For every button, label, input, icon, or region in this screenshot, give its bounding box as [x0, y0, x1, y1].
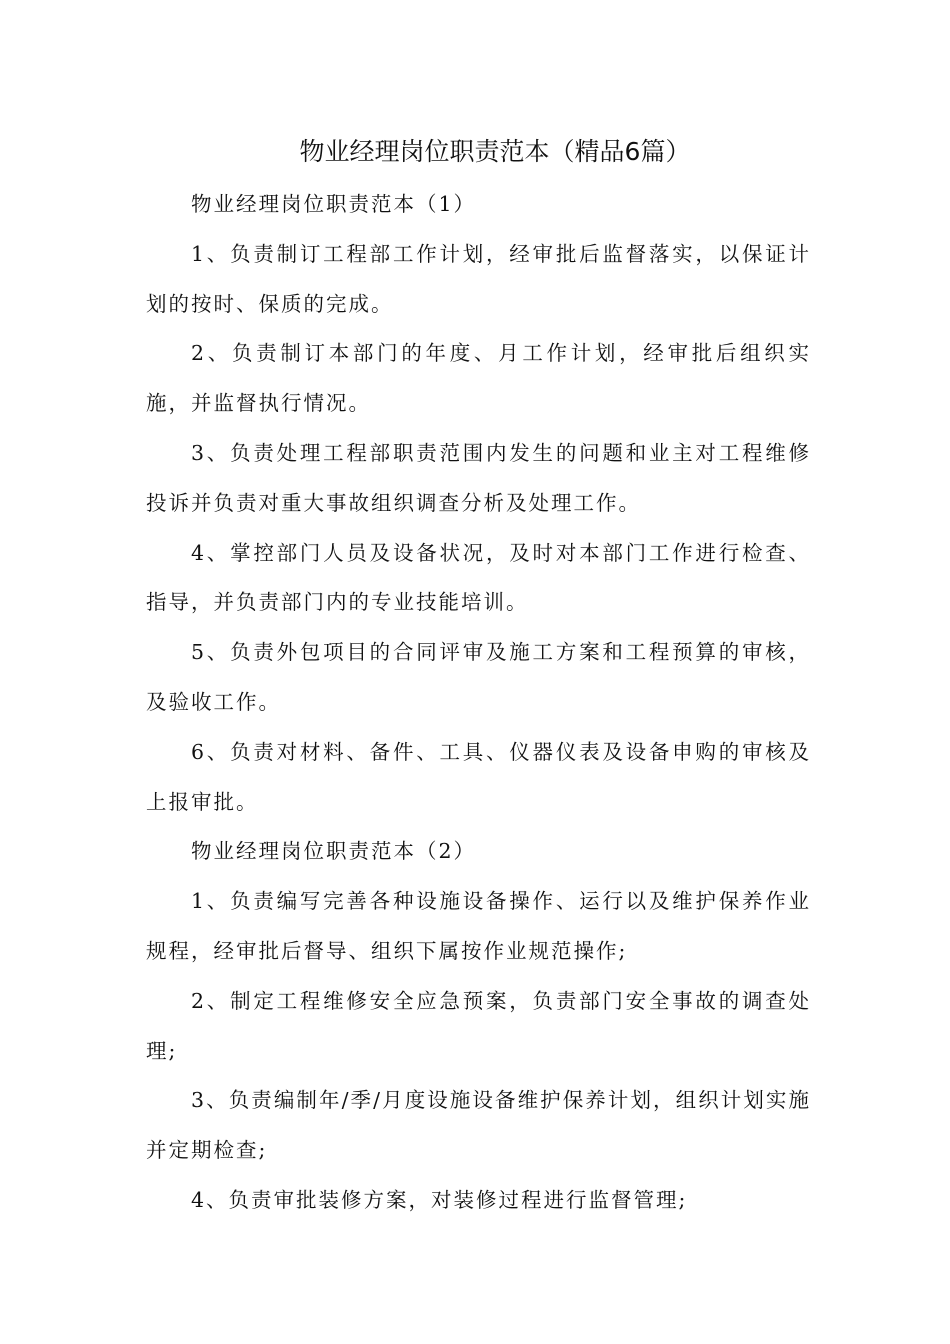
- section-2-item-3: 3、负责编制年/季/月度设施设备维护保养计划，组织计划实施并定期检查;: [146, 1088, 811, 1163]
- section-1-item-3: 3、负责处理工程部职责范围内发生的问题和业主对工程维修投诉并负责对重大事故组织调查分析及处理工作。: [146, 440, 811, 515]
- section-heading-1: 物业经理岗位职责范本（1）: [191, 192, 477, 216]
- section-heading-2: 物业经理岗位职责范本（2）: [191, 839, 477, 864]
- section-1-item-2: 2、负责制订本部门的年度、月工作计划，经审批后组织实施，并监督执行情况。: [146, 341, 811, 416]
- section-1-item-6: 6、负责对材料、备件、工具、仪器仪表及设备申购的审核及上报审批。: [146, 739, 811, 814]
- section-2-item-1: 1、负责编写完善各种设施设备操作、运行以及维护保养作业规程，经审批后督导、组织下属按作业规范操作;: [146, 889, 811, 963]
- section-1-item-1: 1、负责制订工程部工作计划，经审批后监督落实，以保证计划的按时、保质的完成。: [146, 241, 811, 316]
- section-2-item-2: 2、制定工程维修安全应急预案，负责部门安全事故的调查处理;: [146, 988, 811, 1063]
- document-body: [146, 180, 811, 1226]
- section-2-item-4: 4、负责审批装修方案，对装修过程进行监督管理;: [191, 1187, 688, 1212]
- section-1-item-4: 4、掌控部门人员及设备状况，及时对本部门工作进行检查、指导，并负责部门内的专业技能培训。: [146, 540, 811, 615]
- document-title: 物业经理岗位职责范本（精品6篇）: [299, 137, 691, 166]
- section-1-item-5: 5、负责外包项目的合同评审及施工方案和工程预算的审核，及验收工作。: [146, 640, 811, 714]
